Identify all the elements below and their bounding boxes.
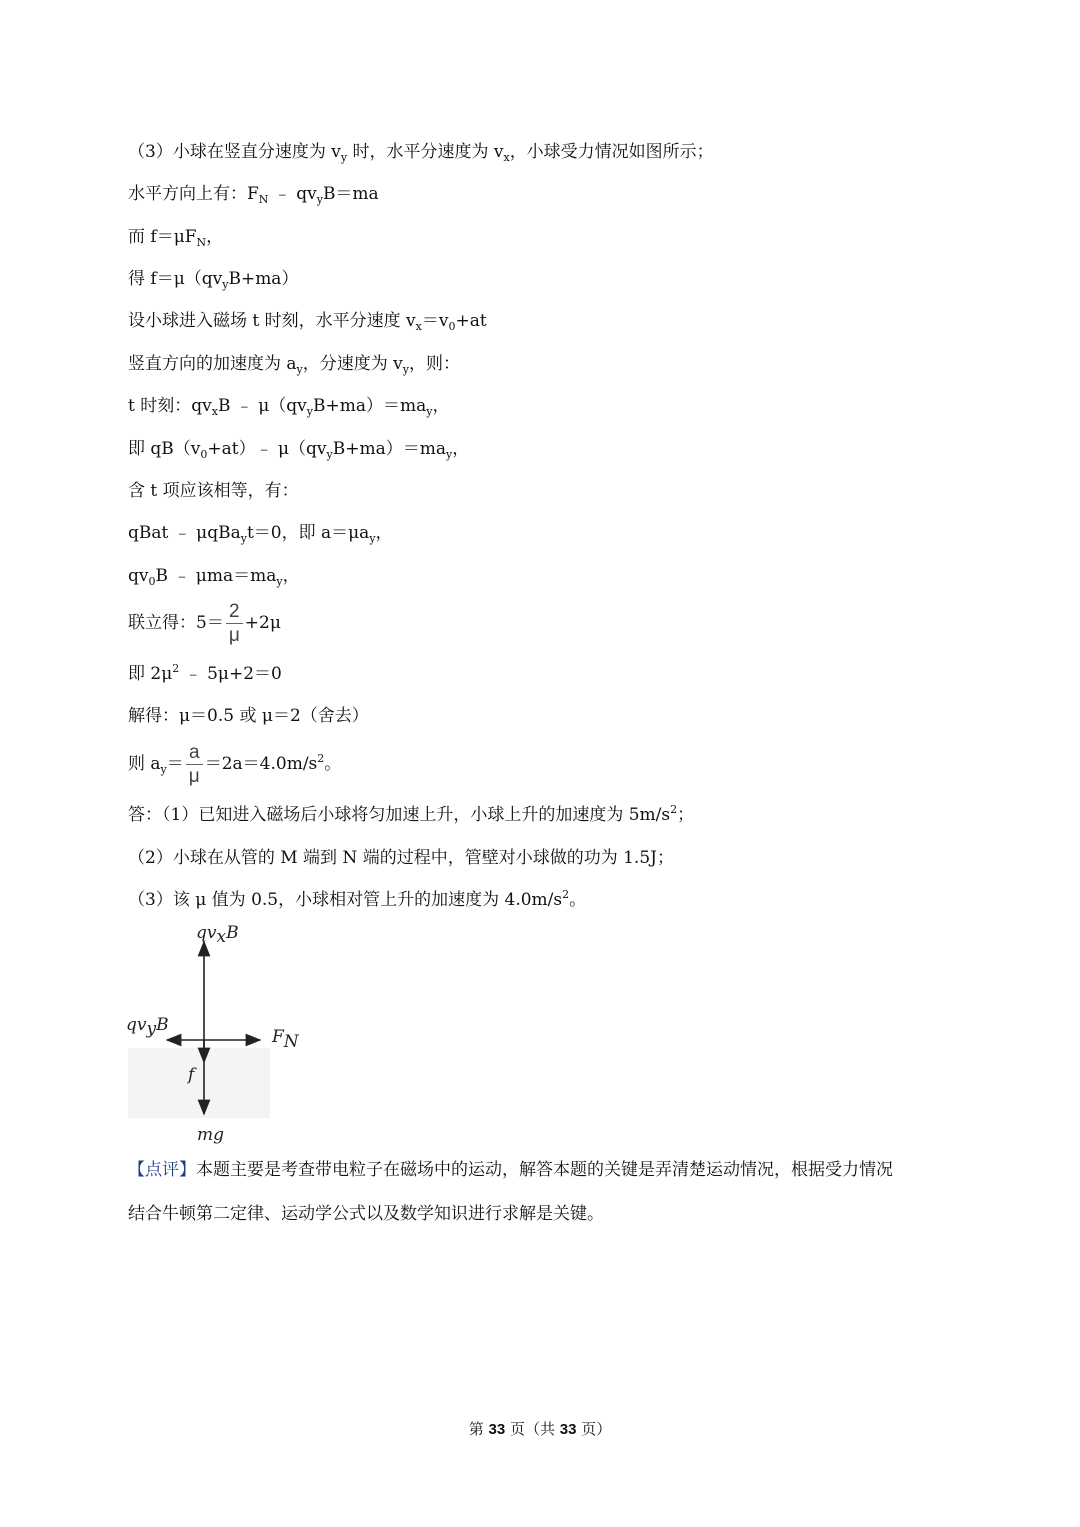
answer-line-3: （3）该 μ 值为 0.5，小球相对管上升的加速度为 $4.0m/s^2$。 bbox=[128, 888, 587, 910]
solution-line-4: 得 $f=\mu(qv_yB+ma)$ bbox=[128, 269, 299, 291]
solution-line-5: 设小球进入磁场 t 时刻，水平分速度 $v_x=v_0+at$ bbox=[128, 311, 487, 333]
review-block bbox=[128, 1148, 988, 1236]
solution-line-2: 水平方向上有：$F_N$ ﹣ $qv_yB=ma$ bbox=[128, 184, 379, 206]
label-qvyB: qvyB bbox=[126, 1015, 169, 1039]
force-diagram bbox=[120, 918, 310, 1148]
page-number: 33 bbox=[488, 1421, 506, 1438]
page-total: 33 bbox=[559, 1421, 577, 1438]
solution-line-6: 竖直方向的加速度为 $a_y$，分速度为 $v_y$，则： bbox=[128, 354, 460, 376]
page-footer: 第 33 页（共 33 页） bbox=[468, 1420, 612, 1438]
label-f: f bbox=[188, 1065, 195, 1085]
fraction: $\frac{2}{\mu}$ bbox=[226, 602, 243, 645]
solution-line-12: 联立得：5＝ $\frac{2}{\mu}$ +2μ bbox=[128, 601, 281, 646]
diagram-background bbox=[128, 1048, 270, 1118]
fraction: $\frac{a}{\mu}$ bbox=[186, 743, 203, 786]
solution-line-15: 则 $a_y=$ $\frac{a}{\mu}$ $=2a=4.0m/s^2$。 bbox=[128, 742, 342, 787]
answer-line-2: （2）小球在从管的 M 端到 N 端的过程中，管壁对小球做的功为 1.5J； bbox=[128, 848, 674, 868]
label-qvxB: qvxB bbox=[196, 923, 239, 947]
solution-line-14: 解得：μ＝0.5 或 μ＝2（舍去） bbox=[128, 706, 369, 726]
review-line-2: 结合牛顿第二定律、运动学公式以及数学知识进行求解是关键。 bbox=[128, 1204, 604, 1224]
answer-line-1: 答：（1）已知进入磁场后小球将匀加速上升，小球上升的加速度为 $5m/s^2$； bbox=[128, 803, 695, 825]
label-mg: mg bbox=[197, 1125, 225, 1145]
solution-line-7: t 时刻：$qv_xB$ ﹣ $\mu(qv_yB+ma)=ma_y$， bbox=[128, 396, 450, 418]
solution-line-10: qBat ﹣ μqBa$_y$t＝0，即 $a=\mu a_y$， bbox=[128, 523, 393, 545]
review-tag: 【点评】 bbox=[128, 1160, 196, 1180]
solution-line-9: 含 t 项应该相等，有： bbox=[128, 481, 299, 501]
solution-line-11: $qv_0B$ ﹣ $\mu ma=ma_y$， bbox=[128, 566, 300, 588]
solution-line-8: 即 $qB(v_0+at)﹣$ $\mu(qv_yB+ma)=ma_y$， bbox=[128, 439, 470, 461]
solution-line-13: 即 $2\mu^2$ ﹣ 5μ+2＝0 bbox=[128, 662, 282, 684]
label-FN: FN bbox=[272, 1027, 299, 1052]
review-line-1: 【点评】本题主要是考查带电粒子在磁场中的运动，解答本题的关键是弄清楚运动情况，根据受力情况 bbox=[128, 1160, 893, 1180]
solution-line-1: （3）小球在竖直分速度为 $v_y$ 时，水平分速度为 $v_x$，小球受力情况如图所示； bbox=[128, 142, 714, 164]
solution-line-3: 而 $f=\mu F_N$， bbox=[128, 227, 224, 249]
